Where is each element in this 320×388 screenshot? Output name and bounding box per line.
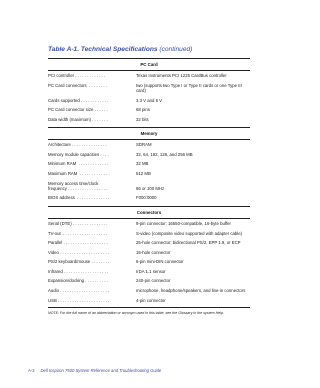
spec-label: Data width (maximum) . . . . . . . bbox=[48, 116, 108, 122]
spec-value: SDRAM bbox=[136, 142, 152, 148]
spec-label: Audio . . . . . . . . . . . . . . . . . . . . . bbox=[48, 288, 110, 293]
spec-row bbox=[48, 150, 250, 160]
page-number: A-2 bbox=[28, 368, 35, 373]
spec-row bbox=[48, 140, 250, 150]
spec-row bbox=[48, 257, 250, 267]
spec-row bbox=[48, 71, 250, 81]
spec-label: BIOS address . . . . . . . . . . . . . . bbox=[48, 195, 110, 201]
spec-table bbox=[48, 58, 250, 316]
spec-row bbox=[48, 286, 250, 296]
spec-label: Memory module capacities . . . . bbox=[48, 151, 109, 157]
spec-value: 3.3 V and 5 V bbox=[136, 97, 163, 103]
spec-label: PS/2 keyboard/mouse . . . . . . . . bbox=[48, 259, 110, 265]
spec-label: Parallel . . . . . . . . . . . . . . . . . . . bbox=[48, 240, 108, 246]
spec-value: 25-hole connector; bidirectional PS/2, EPP 1.9, or ECP bbox=[136, 240, 241, 246]
spec-label: PC Card connectors . . . . . . . . bbox=[48, 82, 107, 88]
spec-row bbox=[48, 105, 250, 115]
spec-value: S-video (composite video supported with adapter cable) bbox=[136, 230, 243, 236]
spec-row bbox=[48, 228, 250, 238]
table-bottom-rule bbox=[48, 307, 250, 308]
spec-label: Architecture . . . . . . . . . . . . . . . bbox=[48, 142, 107, 148]
footer-text: Dell Inspiron 7500 System Reference and Troubleshooting Guide bbox=[40, 368, 162, 373]
spec-row bbox=[48, 295, 250, 305]
spec-label: USB . . . . . . . . . . . . . . . . . . . . . . bbox=[48, 297, 110, 303]
table-title-main: Table A-1. Technical Specifications bbox=[48, 46, 158, 53]
spec-value: 32, 64, 192, 128, and 256 MB bbox=[136, 151, 193, 157]
spec-row bbox=[48, 178, 250, 193]
spec-value: F000:0000 bbox=[136, 195, 157, 201]
section-heading: PC Card bbox=[48, 58, 250, 71]
spec-value: 512 MB bbox=[136, 171, 151, 177]
spec-label: Minimum RAM . . . . . . . . . . . . . bbox=[48, 161, 109, 167]
spec-label: TV-out . . . . . . . . . . . . . . . . . . . bbox=[48, 230, 108, 236]
spec-row bbox=[48, 115, 250, 125]
spec-row bbox=[48, 81, 250, 96]
spec-value: 15-hole connector bbox=[136, 249, 171, 255]
spec-value: 68 pins bbox=[136, 107, 150, 113]
spec-row bbox=[48, 267, 250, 277]
spec-value: 240-pin connector bbox=[136, 278, 171, 284]
spec-label: Video . . . . . . . . . . . . . . . . . . . . . bbox=[48, 249, 110, 255]
spec-label: Memory access time/clock frequency . . . . . . . . . . . . . . . . . bbox=[48, 180, 108, 191]
spec-label: PCI controller . . . . . . . . . . . . . bbox=[48, 73, 106, 79]
spec-value: Texas Instruments PCI 1225 CardBus controller bbox=[136, 73, 227, 79]
table-title-continued: (continued) bbox=[157, 46, 193, 53]
spec-row bbox=[48, 248, 250, 258]
spec-value: 32 MB bbox=[136, 161, 149, 167]
spec-value: IrDA 1.1 sensor bbox=[136, 268, 166, 274]
spec-value: 4-pin connector bbox=[136, 297, 166, 303]
spec-label: Infrared . . . . . . . . . . . . . . . . . . . bbox=[48, 268, 109, 274]
spec-value: 6-pin mini-DIN connector bbox=[136, 259, 184, 265]
spec-row bbox=[48, 238, 250, 248]
spec-row bbox=[48, 95, 250, 105]
spec-row bbox=[48, 169, 250, 179]
spec-row bbox=[48, 276, 250, 286]
spec-label: Cards supported . . . . . . . . . . . . bbox=[48, 97, 109, 103]
table-title bbox=[48, 46, 192, 53]
spec-value: 66 or 100 MHz bbox=[136, 185, 165, 191]
table-note: NOTE: For the full name of an abbreviation or acronym used in this table, see the Glossary in the system Help. bbox=[48, 310, 224, 315]
spec-value: 32 bits bbox=[136, 116, 149, 122]
spec-label: Maximum RAM . . . . . . . . . . . . . bbox=[48, 171, 110, 177]
spec-value: two (supports two Type I or Type II cards or one Type III card) bbox=[136, 82, 244, 93]
spec-row bbox=[48, 159, 250, 169]
page-footer bbox=[28, 368, 161, 373]
spec-row bbox=[48, 193, 250, 203]
section-heading: Connectors bbox=[48, 206, 250, 219]
spec-value: 9-pin connector; 16550-compatible, 16-byte buffer bbox=[136, 220, 231, 226]
spec-label: Expansion/docking . . . . . . . . . . bbox=[48, 278, 108, 284]
spec-row bbox=[48, 219, 250, 229]
section-heading: Memory bbox=[48, 127, 250, 140]
spec-label: PC Card connector size . . . . . . bbox=[48, 107, 108, 113]
spec-value: microphone, headphone/speakers, and line-in connectors bbox=[136, 288, 246, 293]
spec-label: Serial (DTE) . . . . . . . . . . . . . . . bbox=[48, 220, 108, 226]
